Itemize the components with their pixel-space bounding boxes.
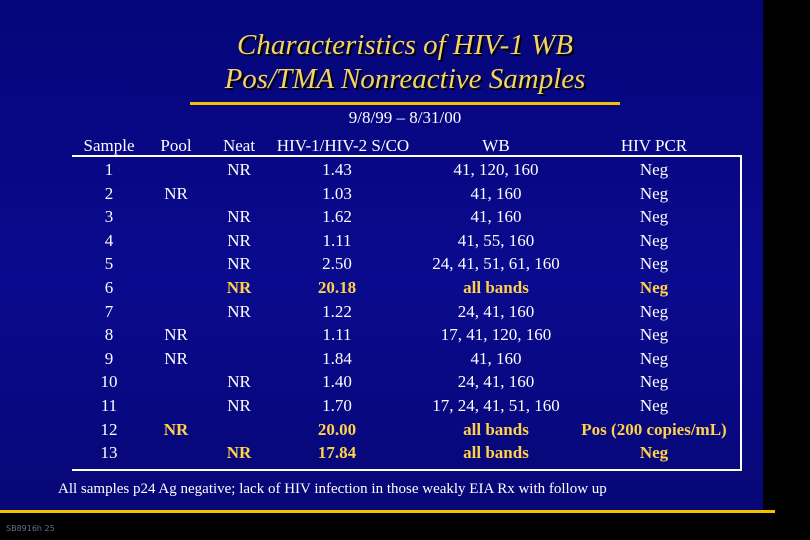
cell-sco: 1.11: [322, 230, 352, 250]
cell-sco: 1.40: [322, 372, 352, 392]
cell-pcr: Neg: [639, 207, 669, 227]
cell-sco: 1.62: [322, 207, 352, 227]
cell-sample: 12: [100, 419, 118, 439]
cell-sample: 11: [100, 396, 118, 415]
cell-wb: 41, 160: [470, 348, 522, 368]
cell-sample: 8: [104, 325, 114, 345]
cell-wb: 41, 120, 160: [453, 160, 539, 179]
header-pcr: HIV PCR: [620, 136, 688, 155]
cell-wb: 41, 160: [470, 207, 522, 227]
cell-sample: 2: [104, 183, 114, 203]
bottom-bar: [0, 513, 810, 540]
cell-pcr: Neg: [639, 160, 669, 179]
cell-wb: 41, 55, 160: [457, 230, 535, 250]
cell-pool: NR: [163, 419, 189, 439]
cell-wb: 41, 160: [470, 183, 522, 203]
title-underline: [190, 102, 620, 105]
cell-pcr: Neg: [639, 443, 669, 463]
cell-pcr: Neg: [639, 372, 669, 392]
cell-neat: NR: [227, 230, 251, 250]
cell-sample: 5: [104, 254, 114, 274]
header-sco: HIV-1/HIV-2 S/CO: [276, 136, 410, 155]
cell-neat: NR: [227, 254, 251, 274]
cell-wb: 24, 41, 160: [457, 372, 535, 392]
cell-sco: 20.18: [317, 278, 357, 297]
footnote: All samples p24 Ag negative; lack of HIV infection in those weakly EIA Rx with follow up: [58, 481, 607, 497]
cell-sco: 1.11: [322, 325, 352, 345]
cell-sample: 10: [100, 372, 118, 392]
cell-pool: NR: [164, 325, 188, 345]
cell-sample: 3: [104, 207, 114, 227]
cell-pool: NR: [164, 183, 188, 203]
cell-sco: 1.03: [322, 183, 352, 203]
cell-sco: 20.00: [317, 419, 357, 439]
cell-sco: 1.84: [322, 348, 352, 368]
cell-sample: 1: [104, 160, 114, 179]
cell-sco: 1.43: [322, 160, 352, 179]
cell-wb: all bands: [463, 443, 529, 463]
header-pool: Pool: [160, 136, 192, 155]
header-neat: Neat: [222, 136, 256, 155]
cell-neat: NR: [227, 372, 251, 392]
cell-pcr: Neg: [639, 396, 669, 415]
cell-sample: 4: [104, 230, 114, 250]
cell-pool: NR: [164, 348, 188, 368]
header-wb: WB: [482, 136, 510, 155]
cell-pcr: Pos (200 copies/mL): [581, 419, 727, 439]
cell-pcr: Neg: [639, 254, 669, 274]
cell-wb: 17, 41, 120, 160: [440, 325, 552, 345]
cell-neat: NR: [227, 207, 251, 227]
cell-neat: NR: [227, 160, 251, 179]
cell-neat: NR: [227, 301, 251, 321]
cell-sco: 2.50: [322, 254, 352, 274]
cell-pcr: Neg: [639, 183, 669, 203]
cell-pcr: Neg: [639, 301, 669, 321]
cell-neat: NR: [226, 443, 252, 463]
cell-wb: 17, 24, 41, 51, 160: [432, 396, 560, 415]
slide-title: [0, 28, 810, 96]
title-line-2: Pos/TMA Nonreactive Samples: [224, 63, 586, 95]
cell-wb: 24, 41, 160: [457, 301, 535, 321]
cell-neat: NR: [226, 278, 252, 297]
cell-sample: 9: [104, 348, 114, 368]
date-range: 9/8/99 – 8/31/00: [348, 108, 462, 127]
header-sample: Sample: [83, 136, 135, 155]
cell-wb: all bands: [463, 419, 529, 439]
cell-pcr: Neg: [639, 325, 669, 345]
cell-sample: 7: [104, 301, 114, 321]
cell-sample: 13: [100, 443, 118, 463]
cell-sco: 1.22: [322, 301, 352, 321]
slide-number-label: SB8916h 25: [6, 524, 55, 533]
cell-sco: 1.70: [322, 396, 352, 415]
cell-wb: 24, 41, 51, 61, 160: [432, 254, 560, 274]
cell-pcr: Neg: [639, 230, 669, 250]
title-line-1: Characteristics of HIV-1 WB: [237, 29, 573, 61]
cell-sco: 17.84: [317, 443, 357, 463]
cell-pcr: Neg: [639, 278, 669, 297]
cell-neat: NR: [227, 396, 251, 415]
cell-sample: 6: [104, 278, 114, 297]
cell-wb: all bands: [463, 278, 529, 297]
cell-pcr: Neg: [639, 348, 669, 368]
